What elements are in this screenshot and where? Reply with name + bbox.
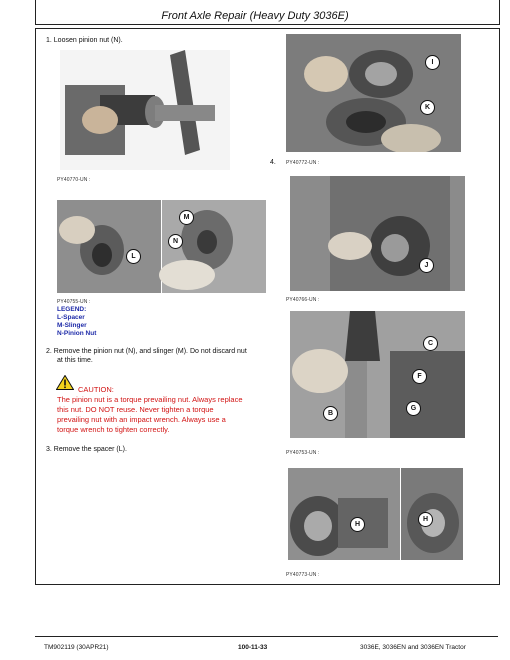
caution-warning-icon: [56, 375, 74, 390]
callout-k: K: [420, 100, 435, 115]
callout-m: M: [179, 210, 194, 225]
caption-3: PY40772-UN :: [286, 160, 320, 166]
caution-line: prevailing nut with an impact wrench. Always use a: [57, 415, 226, 424]
photo-housing-image: [288, 468, 463, 560]
footer-page-number: 100-11-33: [238, 644, 268, 651]
footer-model: 3036E, 3036EN and 3036EN Tractor: [360, 644, 466, 651]
callout-g: G: [406, 401, 421, 416]
caution-line: The pinion nut is a torque prevailing nut. Always replace: [57, 395, 243, 404]
callout-b: B: [323, 406, 338, 421]
caution-line: this nut. DO NOT reuse. Never tighten a torque: [57, 405, 214, 414]
callout-l: L: [126, 249, 141, 264]
photo-spacer-image: [57, 200, 266, 293]
caution-line: torque wrench to tighten correctly.: [57, 425, 170, 434]
callout-h1: H: [350, 517, 365, 532]
photo-bearing-image: [286, 34, 461, 152]
callout-n: N: [168, 234, 183, 249]
caution-label: CAUTION:: [78, 385, 114, 394]
legend-title: LEGEND:: [57, 306, 87, 313]
caption-5: PY40753-UN :: [286, 450, 320, 456]
callout-f: F: [412, 369, 427, 384]
callout-i: I: [425, 55, 440, 70]
legend: [57, 306, 96, 338]
photo-loosen-pinion-nut: [60, 50, 230, 170]
legend-item: L-Spacer: [57, 314, 85, 321]
caption-4: PY40766-UN :: [286, 297, 320, 303]
callout-h2: H: [418, 512, 433, 527]
step-3-text: 3. Remove the spacer (L).: [46, 446, 127, 453]
photo-pinion-image: [290, 176, 465, 291]
photo-spacer-slinger-nut: [57, 200, 266, 293]
photo-bearing-removal: [286, 34, 461, 152]
step-4-number: 4.: [270, 159, 276, 166]
footer-rule: [35, 636, 498, 637]
legend-item: N-Pinion Nut: [57, 330, 97, 337]
page-title: Front Axle Repair (Heavy Duty 3036E): [161, 10, 349, 22]
photo-gear-image: [290, 311, 465, 438]
photo-pinion-gear: [290, 311, 465, 438]
step-2-text-cont: at this time.: [57, 357, 93, 364]
step-2-text: 2. Remove the pinion nut (N), and slinger (M). Do not discard nut: [46, 348, 247, 355]
caution-text: [57, 395, 264, 435]
caption-1: PY40770-UN :: [57, 177, 91, 183]
callout-j: J: [419, 258, 434, 273]
legend-item: M-Slinger: [57, 322, 87, 329]
footer-doc-id: TM902119 (30APR21): [44, 644, 109, 651]
step-1-text: 1. Loosen pinion nut (N).: [46, 37, 123, 44]
photo-pinion-shaft: [290, 176, 465, 291]
photo-axle-housing: [288, 468, 463, 560]
photo-wrench-image: [60, 50, 230, 170]
caption-2: PY40755-UN :: [57, 299, 91, 305]
caption-6: PY40773-UN :: [286, 572, 320, 578]
callout-c: C: [423, 336, 438, 351]
